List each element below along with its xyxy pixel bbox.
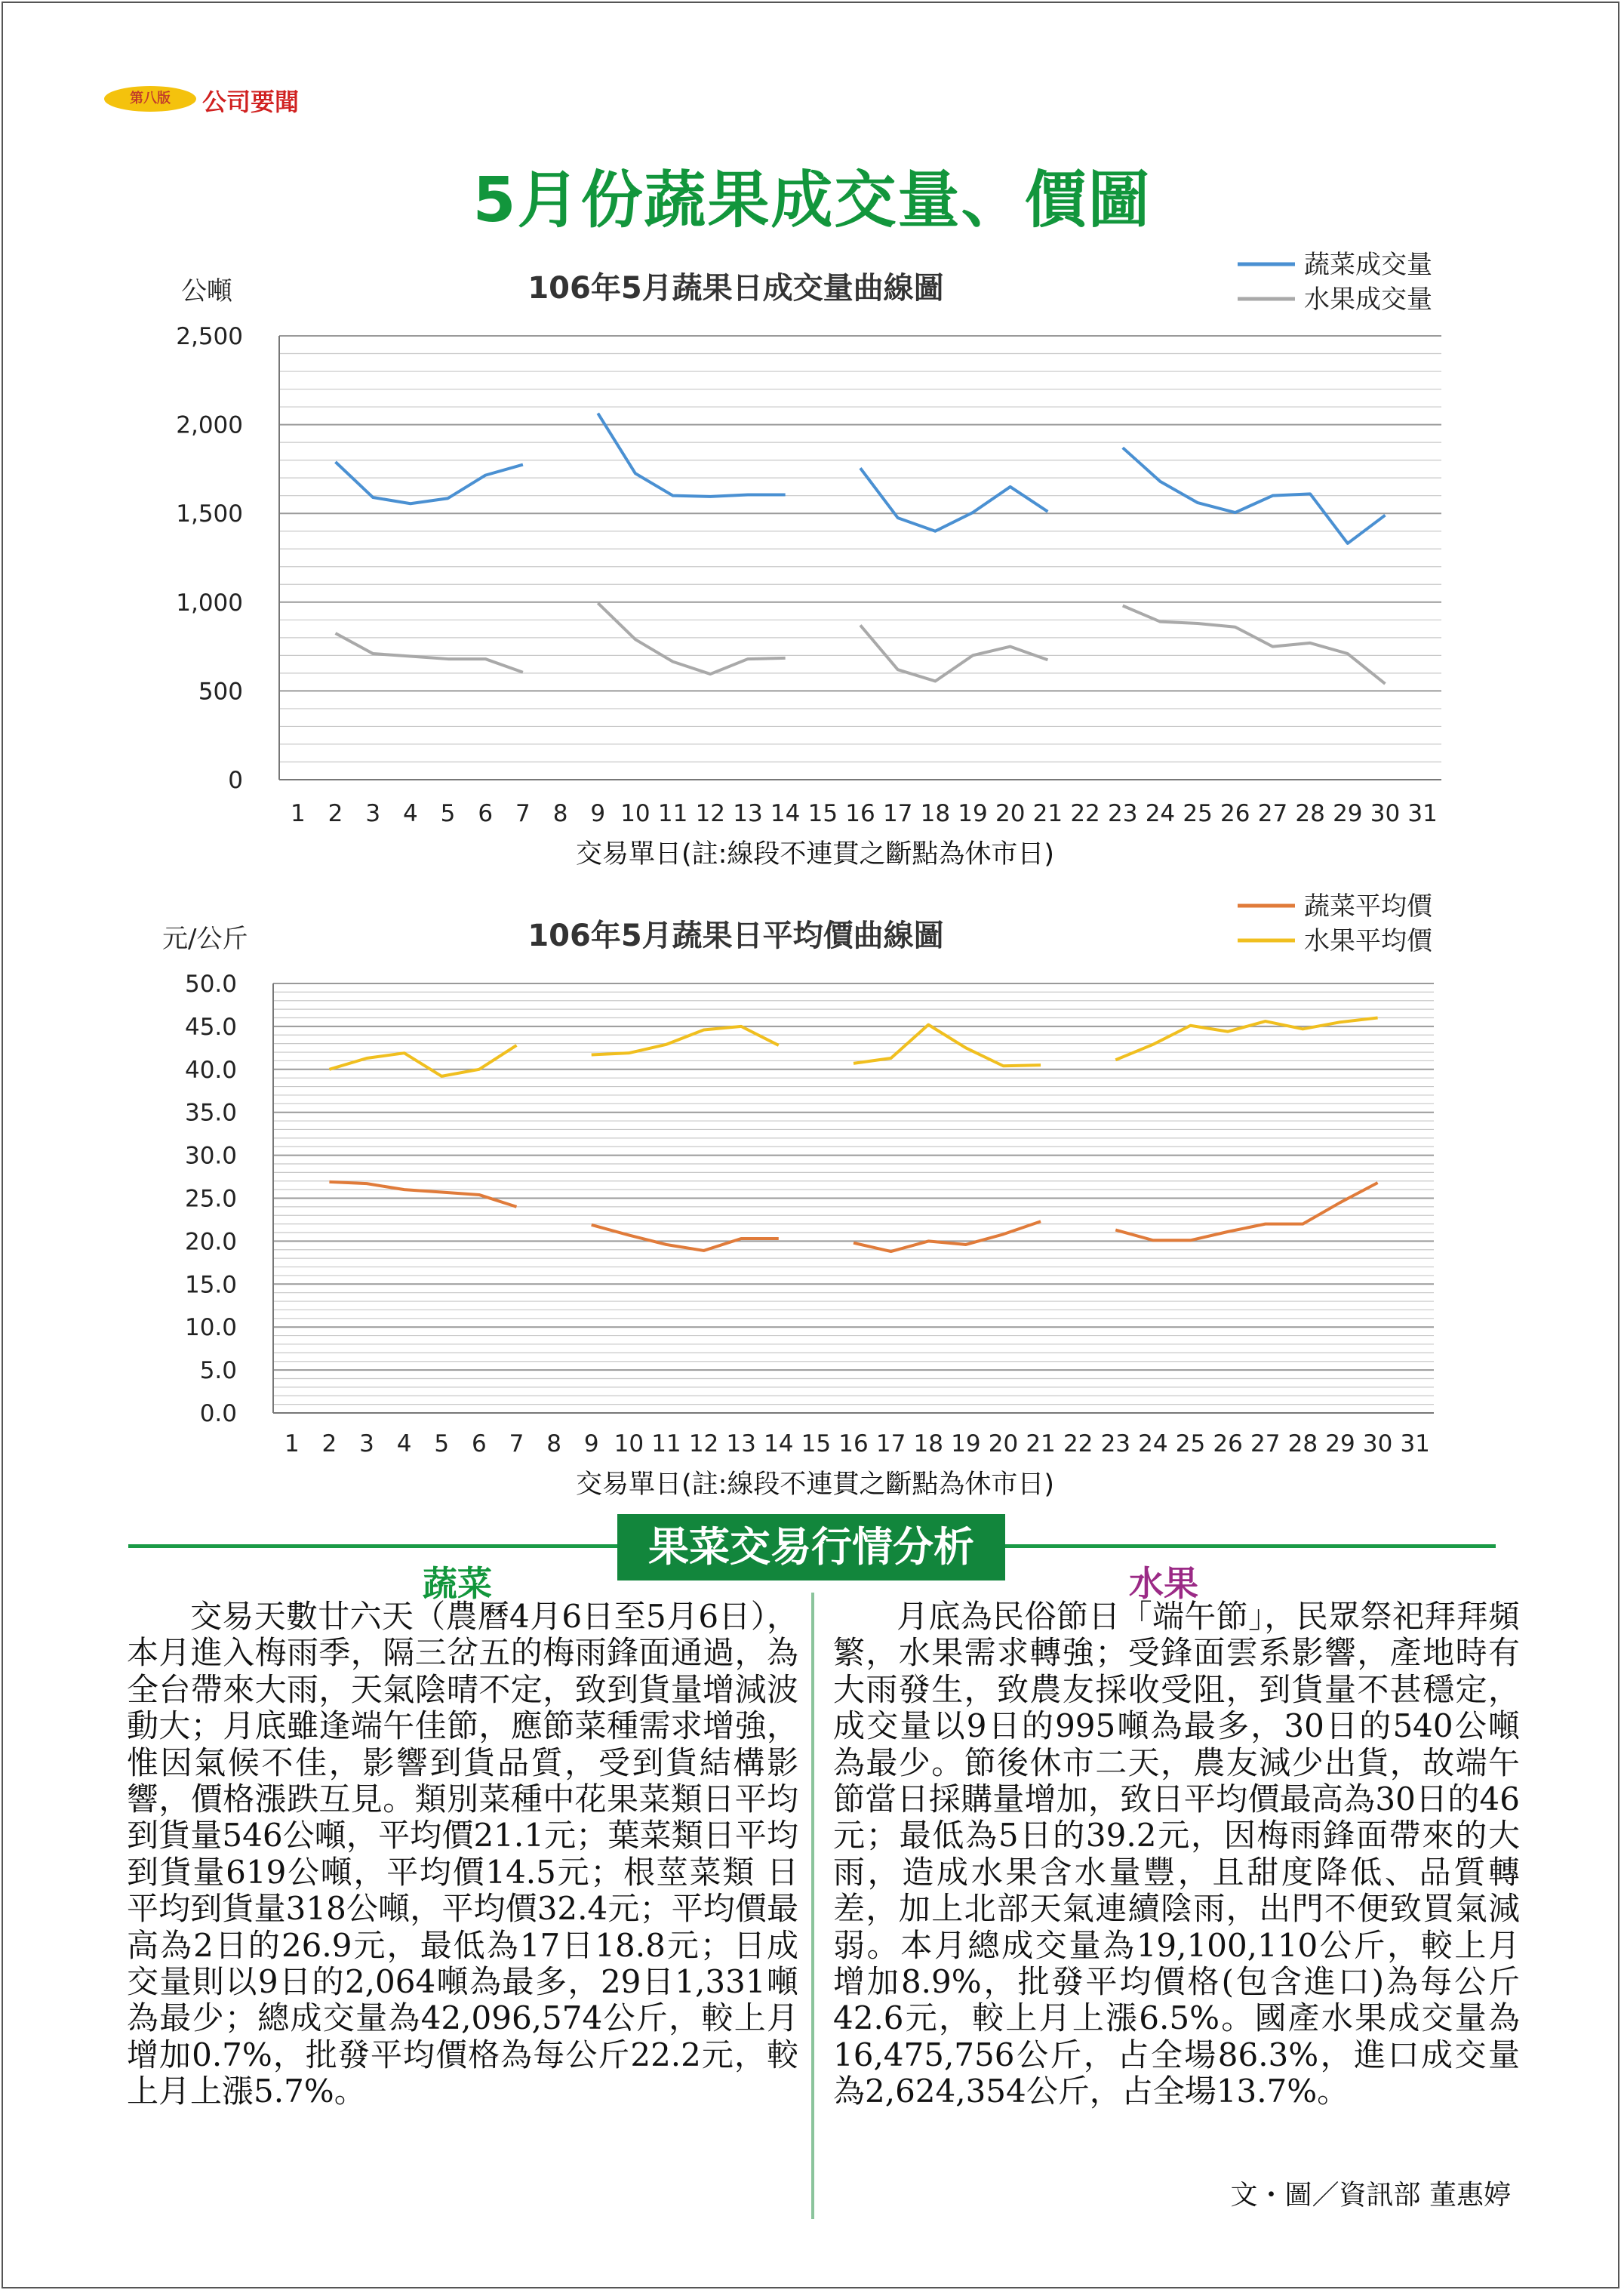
x-tick-label: 9 [590,800,606,827]
x-tick-label: 5 [434,1430,450,1457]
x-tick-label: 3 [359,1430,374,1457]
x-tick-label: 30 [1362,1430,1393,1457]
x-tick-label: 6 [478,800,494,827]
legend-label: 蔬菜平均價 [1304,891,1432,922]
byline: 文・圖／資訊部 董惠婷 [1230,2180,1511,2211]
y-tick-label: 25.0 [184,1185,237,1213]
x-tick-label: 12 [695,800,726,827]
y-tick-label: 0.0 [199,1400,237,1427]
y-tick-label: 15.0 [184,1271,237,1299]
x-tick-label: 1 [290,800,306,827]
x-tick-label: 18 [913,1430,943,1457]
y-tick-label: 0 [228,767,243,794]
y-tick-label: 1,500 [176,500,243,528]
x-tick-label: 20 [995,800,1026,827]
x-tick-label: 21 [1032,800,1063,827]
x-tick-label: 10 [620,800,651,827]
y-tick-label: 10.0 [184,1314,237,1342]
x-tick-label: 10 [614,1430,644,1457]
x-tick-label: 7 [515,800,531,827]
x-tick-label: 17 [875,1430,906,1457]
series-line-segment [1123,606,1386,684]
chart-title: 106年5月蔬果日成交量曲線圖 [527,271,944,306]
series-line-segment [854,1025,1041,1066]
x-tick-label: 19 [951,1430,981,1457]
x-tick-label: 28 [1287,1430,1318,1457]
legend-label: 水果平均價 [1304,926,1432,956]
x-tick-label: 14 [770,800,801,827]
series-line-segment [592,1026,779,1055]
y-tick-label: 40.0 [184,1056,237,1084]
y-tick-label: 50.0 [184,971,237,998]
x-tick-label: 2 [328,800,343,827]
series-line-segment [336,633,523,673]
y-axis-label: 公噸 [181,276,232,306]
legend-label: 水果成交量 [1304,285,1432,315]
column-divider [811,1593,814,2219]
series-line-segment [592,1225,779,1251]
x-tick-label: 24 [1138,1430,1168,1457]
y-tick-label: 5.0 [199,1357,237,1385]
series-line-segment [854,1221,1041,1251]
x-axis-label: 交易單日(註:線段不連貫之斷點為休市日) [575,839,1055,869]
y-tick-label: 500 [198,678,243,706]
y-tick-label: 1,000 [176,589,243,617]
x-tick-label: 11 [651,1430,681,1457]
heading-rule-right [1004,1544,1496,1548]
series-line-segment [598,414,785,497]
series-line-segment [1115,1018,1377,1060]
x-tick-label: 24 [1145,800,1176,827]
x-tick-label: 17 [882,800,913,827]
x-tick-label: 30 [1370,800,1401,827]
x-tick-label: 6 [472,1430,487,1457]
series-line-segment [1115,1183,1377,1240]
x-tick-label: 4 [396,1430,412,1457]
x-tick-label: 4 [403,800,418,827]
y-axis-label: 元/公斤 [162,924,248,954]
y-tick-label: 2,500 [176,323,243,350]
heading-rule-left [128,1544,619,1548]
x-tick-label: 27 [1257,800,1288,827]
x-tick-label: 22 [1063,1430,1093,1457]
x-tick-label: 27 [1250,1430,1281,1457]
x-tick-label: 25 [1175,1430,1206,1457]
x-tick-label: 28 [1295,800,1325,827]
x-tick-label: 13 [726,1430,756,1457]
y-tick-label: 35.0 [184,1099,237,1127]
x-tick-label: 12 [688,1430,719,1457]
y-tick-label: 2,000 [176,411,243,439]
x-tick-label: 23 [1108,800,1138,827]
price-chart [0,887,1624,1502]
section-label: 公司要聞 [202,88,300,116]
page-number-badge: 第八版 [104,86,196,112]
x-tick-label: 9 [583,1430,599,1457]
x-tick-label: 23 [1100,1430,1131,1457]
x-tick-label: 19 [958,800,988,827]
x-tick-label: 25 [1183,800,1213,827]
x-tick-label: 16 [845,800,875,827]
x-tick-label: 31 [1400,1430,1430,1457]
series-line-segment [329,1182,516,1207]
series-line-segment [336,462,523,503]
x-tick-label: 31 [1407,800,1438,827]
x-tick-label: 15 [801,1430,832,1457]
y-tick-label: 30.0 [184,1142,237,1170]
x-tick-label: 11 [657,800,688,827]
x-tick-label: 1 [284,1430,300,1457]
vegetable-heading: 蔬菜 [423,1563,492,1604]
x-axis-label: 交易單日(註:線段不連貫之斷點為休市日) [575,1470,1055,1500]
volume-chart [0,242,1624,898]
x-tick-label: 16 [838,1430,869,1457]
x-tick-label: 29 [1325,1430,1355,1457]
x-tick-label: 5 [440,800,456,827]
x-tick-label: 8 [552,800,568,827]
page-title: 5月份蔬果成交量、價圖 [472,165,1152,236]
x-tick-label: 8 [546,1430,561,1457]
x-tick-label: 22 [1070,800,1100,827]
x-tick-label: 29 [1333,800,1363,827]
analysis-heading: 果菜交易行情分析 [617,1514,1005,1580]
y-tick-label: 20.0 [184,1228,237,1256]
fruit-heading: 水果 [1129,1563,1198,1604]
x-tick-label: 3 [365,800,381,827]
x-tick-label: 13 [733,800,763,827]
series-line-segment [598,603,785,674]
fruit-analysis-text: 月底為民俗節日「端午節」，民眾祭祀拜拜頻繁，水果需求轉強；受鋒面雲系影響，產地時有大雨發生，致農友採收受阻，到貨量不甚穩定，成交量以9日的995噸為最多，30日的540公噸為最少。節後休市二天，農友減少出貨，故端午節當日採購量增加，致日平均價最高為30日的46元；最低為5日的39.2元，因梅雨鋒面帶來的大雨，造成水果含水量豐，且甜度降低、品質轉差，加上北部天氣連續陰雨，出門不便致買氣減弱。本月總成交量為19,100,110公斤，較上月增加8.9%，批發平均價格(包含進口)為每公斤42.6元，較上月上漲6.5%。國產水果成交量為16,475,756公斤，占全場86.3%，進口成交量為2,624,354公斤，占全場13.7%。 [833,1598,1520,2110]
x-tick-label: 15 [807,800,838,827]
x-tick-label: 7 [509,1430,524,1457]
chart-title: 106年5月蔬果日平均價曲線圖 [527,919,944,953]
x-tick-label: 14 [764,1430,794,1457]
x-tick-label: 20 [988,1430,1019,1457]
x-tick-label: 18 [920,800,951,827]
x-tick-label: 2 [321,1430,337,1457]
x-tick-label: 21 [1026,1430,1056,1457]
legend-label: 蔬菜成交量 [1304,250,1432,280]
vegetable-analysis-text: 交易天數廿六天（農曆4月6日至5月6日），本月進入梅雨季，隔三岔五的梅雨鋒面通過，為全台帶來大雨，天氣陰晴不定，致到貨量增減波動大；月底雖逢端午佳節，應節菜種需求增強，惟因氣候不佳，影響到貨品質，受到貨結構影響，價格漲跌互見。類別菜種中花果菜類日平均到貨量546公噸，平均價21.1元；葉菜類日平均到貨量619公噸，平均價14.5元；根莖菜類 日平均到貨量318公噸，平均價32.4元；平均價最高為2日的26.9元，最低為17日18.8元；日成交量則以9日的2,064噸為最多，29日1,331噸為最少；總成交量為42,096,574公斤，較上月增加0.7%，批發平均價格為每公斤22.2元，較上月上漲5.7%。 [127,1598,798,2110]
x-tick-label: 26 [1213,1430,1243,1457]
x-tick-label: 26 [1220,800,1250,827]
y-tick-label: 45.0 [184,1013,237,1041]
